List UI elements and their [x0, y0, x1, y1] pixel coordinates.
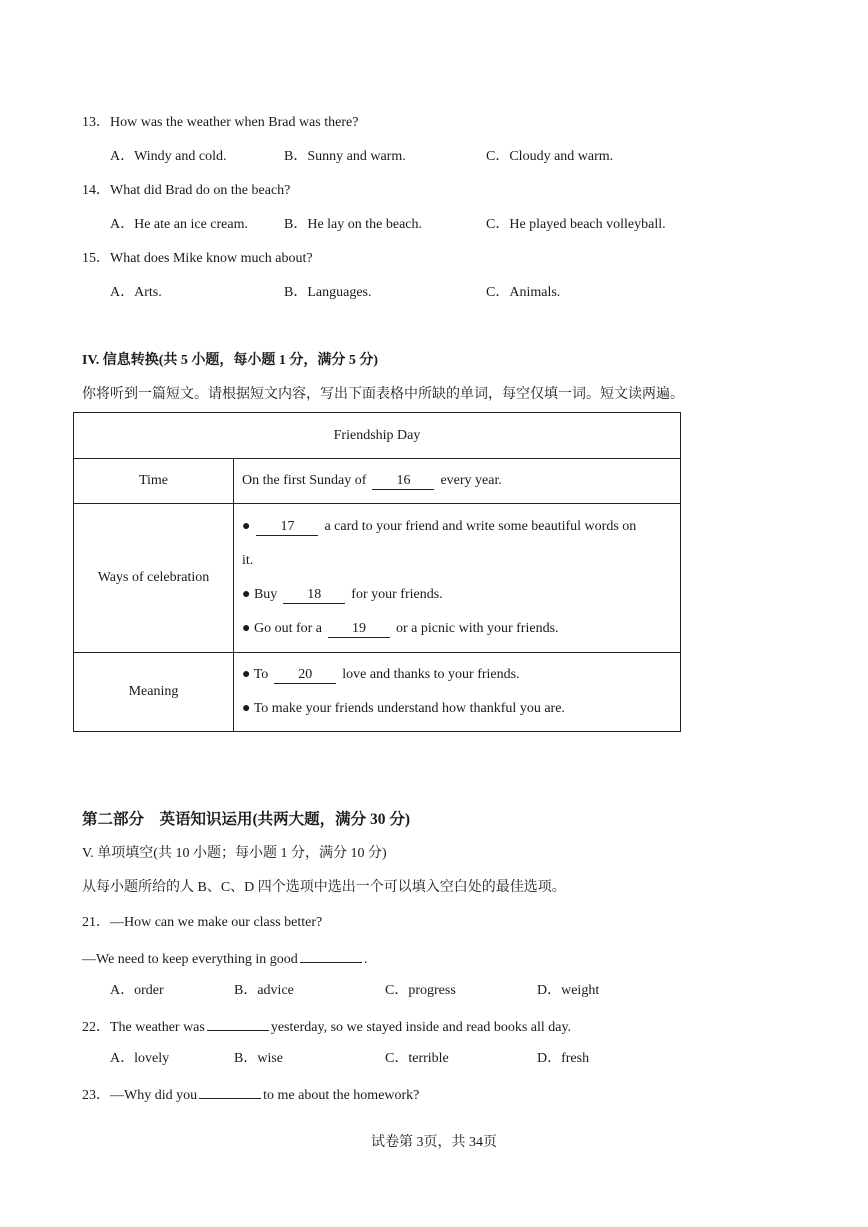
option-15-c[interactable]: C．Animals. [486, 285, 561, 300]
question-14: 14．What did Brad do on the beach? [82, 183, 291, 198]
option-13-c[interactable]: C．Cloudy and warm. [486, 149, 614, 164]
option-21-c[interactable]: C．progress [385, 983, 456, 998]
section-4-title: IV. 信息转换(共 5 小题，每小题 1 分，满分 5 分) [82, 353, 379, 368]
section-5-instruction: 从每小题所给的人 B、C、D 四个选项中选出一个可以填入空白处的最佳选项。 [82, 880, 566, 895]
question-15: 15．What does Mike know much about? [82, 251, 313, 266]
option-14-c[interactable]: C．He played beach volleyball. [486, 217, 666, 232]
option-14-a[interactable]: A．He ate an ice cream. [110, 217, 248, 232]
answer-blank[interactable] [207, 1016, 269, 1031]
section-4-instruction: 你将听到一篇短文。请根据短文内容，写出下面表格中所缺的单词，每空仅填一词。短文读两遍。 [82, 387, 684, 402]
ways-line-1-cont: it. [242, 553, 254, 568]
question-21: 21．—How can we make our class better? [82, 915, 323, 930]
table-title: Friendship Day [74, 413, 681, 459]
time-cell: On the first Sunday of 16 every year. [234, 459, 681, 504]
ways-line-1: ● 17 a card to your friend and write some beautiful words on [242, 519, 637, 534]
ways-cell [234, 504, 681, 653]
option-21-a[interactable]: A．order [110, 983, 164, 998]
option-22-c[interactable]: C．terrible [385, 1051, 449, 1066]
page-footer: 试卷第 3页，共 34页 [371, 1135, 497, 1150]
blank-16[interactable]: 16 [372, 473, 434, 490]
blank-18[interactable]: 18 [283, 587, 345, 604]
meaning-label: Meaning [74, 653, 234, 732]
option-13-a[interactable]: A．Windy and cold. [110, 149, 227, 164]
question-21-line-2: —We need to keep everything in good . [82, 948, 367, 969]
answer-blank[interactable] [199, 1084, 261, 1099]
part-2-title: 第二部分 英语知识运用(共两大题，满分 30 分) [82, 811, 411, 828]
meaning-line-1: ● To 20 love and thanks to your friends. [242, 667, 520, 682]
answer-blank[interactable] [300, 948, 362, 963]
blank-19[interactable]: 19 [328, 621, 390, 638]
option-22-a[interactable]: A．lovely [110, 1051, 170, 1066]
option-22-b[interactable]: B．wise [234, 1051, 283, 1066]
option-22-d[interactable]: D．fresh [537, 1051, 590, 1066]
blank-17[interactable]: 17 [256, 519, 318, 536]
ways-line-2: ● Buy 18 for your friends. [242, 587, 443, 602]
option-21-d[interactable]: D．weight [537, 983, 600, 998]
option-21-b[interactable]: B．advice [234, 983, 294, 998]
option-13-b[interactable]: B．Sunny and warm. [284, 149, 406, 164]
meaning-line-2: ● To make your friends understand how thankful you are. [242, 701, 565, 716]
option-15-a[interactable]: A．Arts. [110, 285, 162, 300]
question-23: 23．—Why did you to me about the homework? [82, 1084, 419, 1105]
friendship-day-table [73, 412, 681, 732]
meaning-cell [234, 653, 681, 732]
section-5-title: V. 单项填空(共 10 小题；每小题 1 分，满分 10 分) [82, 846, 387, 861]
question-13: 13．How was the weather when Brad was there? [82, 115, 359, 130]
question-22: 22．The weather was yesterday, so we stayed inside and read books all day. [82, 1016, 571, 1037]
ways-label: Ways of celebration [74, 504, 234, 653]
option-15-b[interactable]: B．Languages. [284, 285, 372, 300]
blank-20[interactable]: 20 [274, 667, 336, 684]
time-label: Time [74, 459, 234, 504]
ways-line-3: ● Go out for a 19 or a picnic with your friends. [242, 621, 559, 636]
option-14-b[interactable]: B．He lay on the beach. [284, 217, 423, 232]
